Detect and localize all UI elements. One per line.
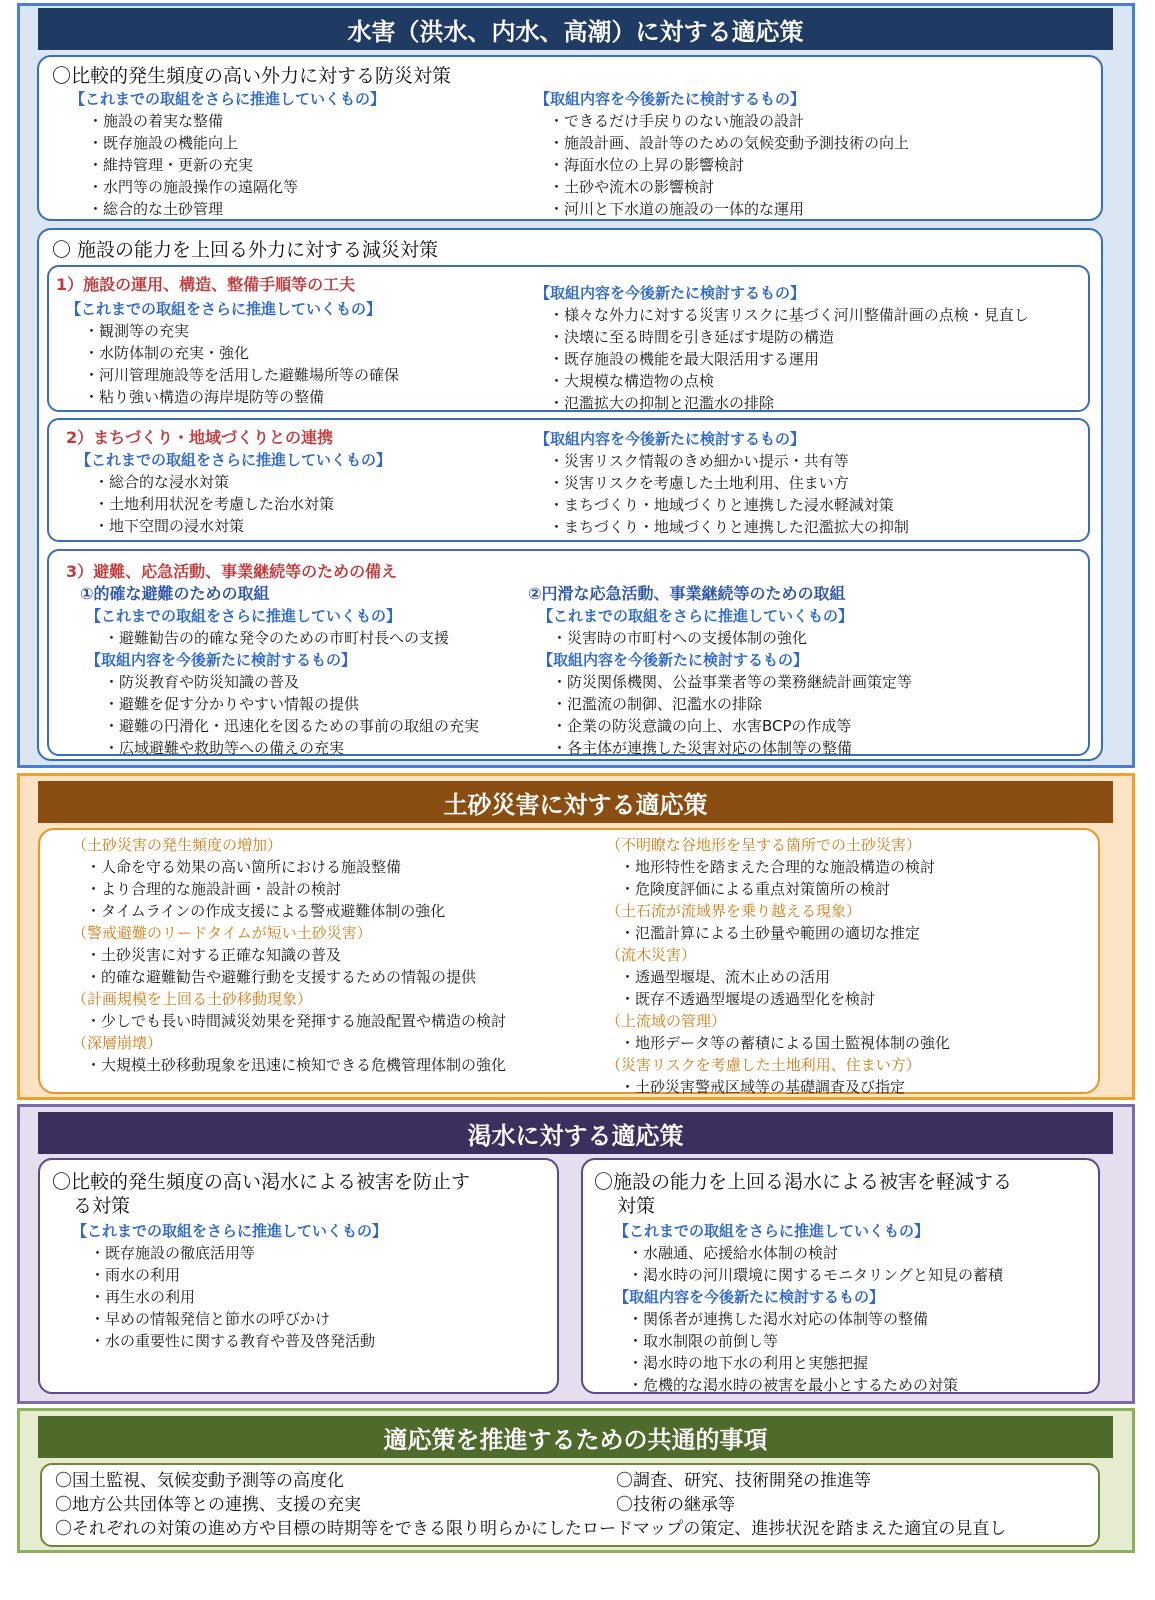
list-item: ・避難勧告の的確な発令のための市町村長への支援 (104, 629, 450, 647)
category-label: （土石流が流域界を乗り越える現象） (606, 902, 862, 920)
common-item: 〇調査、研究、技術開発の推進等 (616, 1471, 871, 1491)
category-label: （不明瞭な谷地形を呈する箇所での土砂災害） (606, 836, 922, 854)
list-item: ・少しでも長い時間減災効果を発揮する施設配置や構造の検討 (86, 1012, 507, 1030)
drought-right-heading-line1: 〇施設の能力を上回る渇水による被害を軽減する (594, 1171, 1013, 1193)
drought-right-list (614, 1220, 1003, 1396)
category-label: 【取組内容を今後新たに検討するもの】 (614, 1288, 885, 1306)
common-item: 〇地方公共団体等との連携、支援の充実 (55, 1495, 361, 1515)
list-item: ・できるだけ手戻りのない施設の設計 (549, 112, 805, 130)
item-list (70, 110, 385, 220)
list-item: ・河川管理施設等を活用した避難場所等の確保 (84, 366, 400, 384)
list-item: ・粘り強い構造の海岸堤防等の整備 (84, 388, 325, 406)
list-item: ・水防体制の充実・強化 (84, 344, 250, 362)
flood-sub3-title: 3）避難、応急活動、事業継続等のための備え (66, 562, 398, 581)
list-item: ・タイムラインの作成支援による警戒避難体制の強化 (86, 902, 446, 920)
flood-title: 水害（洪水、内水、高潮）に対する適応策 (38, 8, 1113, 50)
flood-sub2-title: 2）まちづくり・地域づくりとの連携 (66, 428, 333, 447)
list-item: ・防災関係機関、公益事業者等の業務継続計画策定等 (552, 673, 913, 691)
list-item: ・維持管理・更新の充実 (88, 156, 254, 174)
list-item: ・雨水の利用 (90, 1266, 181, 1284)
category-label: 【これまでの取組をさらに推進していくもの】 (76, 451, 392, 469)
list-item: ・各主体が連携した災害対応の体制等の整備 (552, 739, 853, 757)
sediment-title: 土砂災害に対する適応策 (38, 781, 1113, 823)
flood-box2-heading: 〇 施設の能力を上回る外力に対する減災対策 (52, 239, 439, 261)
category-label: （上流域の管理） (606, 1012, 727, 1030)
flood-sub1-right (535, 282, 1029, 414)
category-label: 【これまでの取組をさらに推進していくもの】 (614, 1222, 930, 1240)
list-item: ・災害時の市町村への支援体制の強化 (552, 629, 808, 647)
list-item: ・まちづくり・地域づくりと連携した氾濫拡大の抑制 (549, 518, 909, 536)
list-item: ・既存施設の機能を最大限活用する運用 (549, 350, 820, 368)
category-label: 【取組内容を今後新たに検討するもの】 (535, 90, 806, 108)
list-item: ・まちづくり・地域づくりと連携した浸水軽減対策 (549, 496, 894, 514)
list-item: ・土砂災害警戒区域等の基礎調査及び指定 (620, 1078, 906, 1096)
list-item: ・防災教育や防災知識の普及 (104, 673, 300, 691)
category-label: 【取組内容を今後新たに検討するもの】 (535, 430, 806, 448)
category-label: 【これまでの取組をさらに推進していくもの】 (70, 90, 386, 108)
list-item: ・避難の円滑化・迅速化を図るための事前の取組の充実 (104, 717, 480, 735)
list-item: ・施設の着実な整備 (88, 112, 224, 130)
list-item: ・取水制限の前倒し等 (628, 1332, 779, 1350)
category-label: （深層崩壊） (72, 1034, 163, 1052)
list-item: ・土砂災害に対する正確な知識の普及 (86, 946, 342, 964)
common-item: 〇国土監視、気候変動予測等の高度化 (55, 1471, 344, 1491)
list-item: ・地形特性を踏まえた合理的な施設構造の検討 (620, 858, 936, 876)
list-item: ・水門等の施設操作の遠隔化等 (88, 178, 299, 196)
list-item: ・大規模土砂移動現象を迅速に検知できる危機管理体制の強化 (86, 1056, 507, 1074)
flood-sub3-right-title: ②円滑な応急活動、事業継続等のための取組 (528, 584, 846, 603)
category-label: 【これまでの取組をさらに推進していくもの】 (72, 1222, 388, 1240)
list-item: ・観測等の充実 (84, 322, 190, 340)
drought-left-heading-line2: る対策 (73, 1195, 131, 1217)
list-item: ・災害リスク情報のきめ細かい提示・共有等 (549, 452, 849, 470)
list-item: ・企業の防災意識の向上、水害BCPの作成等 (552, 717, 852, 735)
list-item: ・危機的な渇水時の被害を最小とするための対策 (628, 1376, 959, 1394)
sediment-right (606, 834, 950, 1098)
list-item: ・地下空間の浸水対策 (94, 517, 245, 535)
drought-left-heading-line1: 〇比較的発生頻度の高い渇水による被害を防止す (52, 1171, 471, 1193)
category-label: （土砂災害の発生頻度の増加） (72, 836, 283, 854)
flood-sub1-left (66, 298, 399, 408)
list-item: ・総合的な土砂管理 (88, 200, 224, 218)
category-label: 【これまでの取組をさらに推進していくもの】 (66, 300, 382, 318)
list-item: ・早めの情報発信と節水の呼びかけ (90, 1310, 331, 1328)
list-item: ・水融通、応援給水体制の検討 (628, 1244, 839, 1262)
common-title: 適応策を推進するための共通的事項 (38, 1416, 1113, 1458)
category-label: 【取組内容を今後新たに検討するもの】 (538, 651, 809, 669)
category-label: （計画規模を上回る土砂移動現象） (72, 990, 313, 1008)
drought-title: 渇水に対する適応策 (38, 1112, 1113, 1154)
category-label: （流木災害） (606, 946, 697, 964)
list-item: ・より合理的な施設計画・設計の検討 (86, 880, 342, 898)
list-item: ・渇水時の地下水の利用と実態把握 (628, 1354, 869, 1372)
flood-sub2-left (76, 449, 391, 537)
category-label: （災害リスクを考慮した土地利用、住まい方） (606, 1056, 921, 1074)
list-item: ・大規模な構造物の点検 (549, 372, 715, 390)
common-item: 〇技術の継承等 (616, 1495, 735, 1515)
category-label: 【取組内容を今後新たに検討するもの】 (86, 651, 357, 669)
list-item: ・河川と下水道の施設の一体的な運用 (549, 200, 805, 218)
list-item: ・施設計画、設計等のための気候変動予測技術の向上 (549, 134, 910, 152)
sediment-left (72, 834, 506, 1076)
list-item: ・水の重要性に関する教育や普及啓発活動 (90, 1332, 376, 1350)
list-item: ・人命を守る効果の高い箇所における施設整備 (86, 858, 402, 876)
list-item: ・避難を促す分かりやすい情報の提供 (104, 695, 360, 713)
list-item: ・危険度評価による重点対策箇所の検討 (620, 880, 891, 898)
list-item: ・海面水位の上昇の影響検討 (549, 156, 745, 174)
flood-box1-left (70, 88, 385, 220)
flood-sub3-left (86, 605, 479, 759)
list-item: ・再生水の利用 (90, 1288, 196, 1306)
list-item: ・氾濫計算による土砂量や範囲の適切な推定 (620, 924, 921, 942)
flood-sub3-right (538, 605, 912, 759)
flood-sub1-title: 1）施設の運用、構造、整備手順等の工夫 (56, 275, 356, 294)
category-label: 【これまでの取組をさらに推進していくもの】 (538, 607, 854, 625)
list-item: ・決壊に至る時間を引き延ばす堤防の構造 (549, 328, 835, 346)
flood-box1-right (535, 88, 909, 220)
list-item: ・氾濫拡大の抑制と氾濫水の排除 (549, 394, 775, 412)
list-item: ・関係者が連携した渇水対応の体制等の整備 (628, 1310, 929, 1328)
list-item: ・的確な避難勧告や避難行動を支援するための情報の提供 (86, 968, 477, 986)
category-label: （警戒避難のリードタイムが短い土砂災害） (72, 924, 372, 942)
list-item: ・既存施設の機能向上 (88, 134, 239, 152)
list-item: ・地形データ等の蓄積による国土監視体制の強化 (620, 1034, 951, 1052)
drought-right-heading-line2: 対策 (617, 1195, 656, 1217)
flood-sub2-right (535, 428, 909, 538)
list-item: ・土砂や流木の影響検討 (549, 178, 715, 196)
list-item: ・透過型堰堤、流木止めの活用 (620, 968, 831, 986)
list-item: ・災害リスクを考慮した土地利用、住まい方 (549, 474, 849, 492)
list-item: ・氾濫流の制御、氾濫水の排除 (552, 695, 763, 713)
list-item: ・総合的な浸水対策 (94, 473, 230, 491)
common-item: 〇それぞれの対策の進め方や目標の時期等をできる限り明らかにしたロードマップの策定、進捗状況を踏まえた適宜の見直し (55, 1519, 1007, 1539)
list-item: ・既存施設の徹底活用等 (90, 1244, 256, 1262)
flood-box1-heading: 〇比較的発生頻度の高い外力に対する防災対策 (52, 65, 452, 87)
flood-sub3-left-title: ①的確な避難のための取組 (80, 584, 270, 603)
list-item: ・様々な外力に対する災害リスクに基づく河川整備計画の点検・見直し (549, 306, 1029, 324)
list-item: ・広域避難や救助等への備えの充実 (104, 739, 345, 757)
category-label: 【取組内容を今後新たに検討するもの】 (535, 284, 806, 302)
list-item: ・土地利用状況を考慮した治水対策 (94, 495, 335, 513)
list-item: ・既存不透過型堰堤の透過型化を検討 (620, 990, 876, 1008)
category-label: 【これまでの取組をさらに推進していくもの】 (86, 607, 402, 625)
list-item: ・渇水時の河川環境に関するモニタリングと知見の蓄積 (628, 1266, 1004, 1284)
drought-left-list (72, 1220, 387, 1352)
